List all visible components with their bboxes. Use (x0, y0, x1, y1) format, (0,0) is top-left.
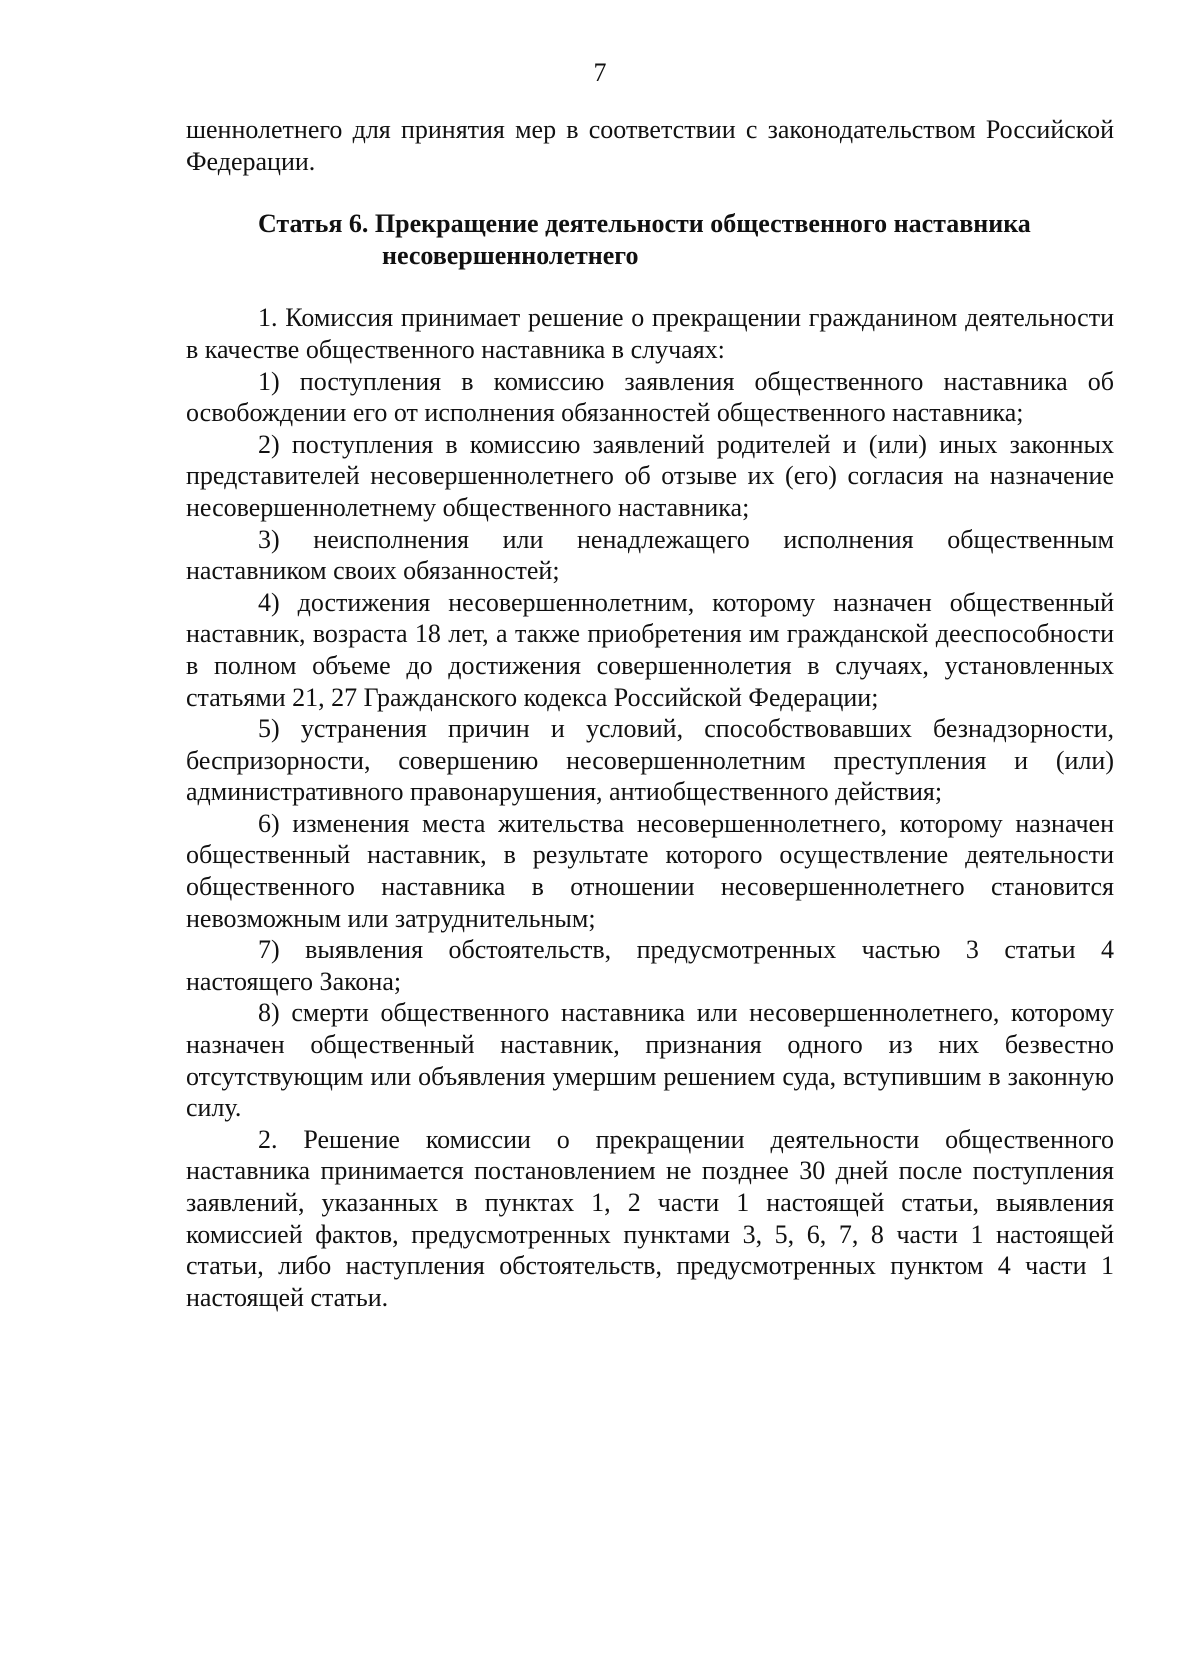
article-heading (186, 208, 1114, 271)
paragraph-item-4: 4) достижения несовершеннолетним, которому назначен общественный наставник, возраста 18 лет, а также приобретения им гражданской дееспособности в полном объеме до достижения совершеннолетия в случаях, установленных статьями 21, 27 Гражданского кодекса Российской Федерации; (186, 587, 1114, 712)
paragraph-item-1: 1) поступления в комиссию заявления общественного наставника об освобождении его от исполнения обязанностей общественного наставника; (186, 366, 1114, 428)
paragraph-item-6: 6) изменения места жительства несовершеннолетнего, которому назначен общественный наставник, в результате которого осуществление деятельности общественного наставника в отношении несовершеннолетнего становится невозможным или затруднительным; (186, 808, 1114, 933)
article-title-line-1: Статья 6. Прекращение деятельности общественного наставника (258, 209, 1031, 239)
document-body (186, 114, 1114, 1313)
paragraph-item-8: 8) смерти общественного наставника или несовершеннолетнего, которому назначен общественный наставник, признания одного из них безвестно отсутствующим или объявления умершим решением суда, вступившим в законную силу. (186, 998, 1114, 1123)
paragraph-item-2: 2) поступления в комиссию заявлений родителей и (или) иных законных представителей несовершеннолетнего об отзыве их (его) согласия на назначение несовершеннолетнему общественного наставника; (186, 429, 1114, 522)
paragraph-item-7: 7) выявления обстоятельств, предусмотренных частью 3 статьи 4 настоящего Закона; (186, 935, 1114, 996)
paragraph-item-5: 5) устранения причин и условий, способствовавших безнадзорности, беспризорности, совершению несовершеннолетним преступления и (или) административного правонарушения, антиобщественного действия; (186, 714, 1114, 807)
page-number: 7 (593, 58, 607, 87)
paragraph-item-3: 3) неисполнения или ненадлежащего исполнения общественным наставником своих обязанностей; (186, 524, 1114, 586)
paragraph-part-2: 2. Решение комиссии о прекращении деятельности общественного наставника принимается постановлением не позднее 30 дней после поступления заявлений, указанных в пунктах 1, 2 части 1 настоящей статьи, выявления комиссией фактов, предусмотренных пунктами 3, 5, 6, 7, 8 части 1 настоящей статьи, либо наступления обстоятельств, предусмотренных пунктом 4 части 1 настоящей статьи. (186, 1124, 1114, 1312)
article-title-line-2: несовершеннолетнего (382, 240, 639, 270)
paragraph-part-1: 1. Комиссия принимает решение о прекращении гражданином деятельности в качестве общественного наставника в случаях: (186, 303, 1114, 364)
intro-paragraph: шеннолетнего для принятия мер в соответствии с законодательством Российской Федерации. (186, 115, 1114, 176)
